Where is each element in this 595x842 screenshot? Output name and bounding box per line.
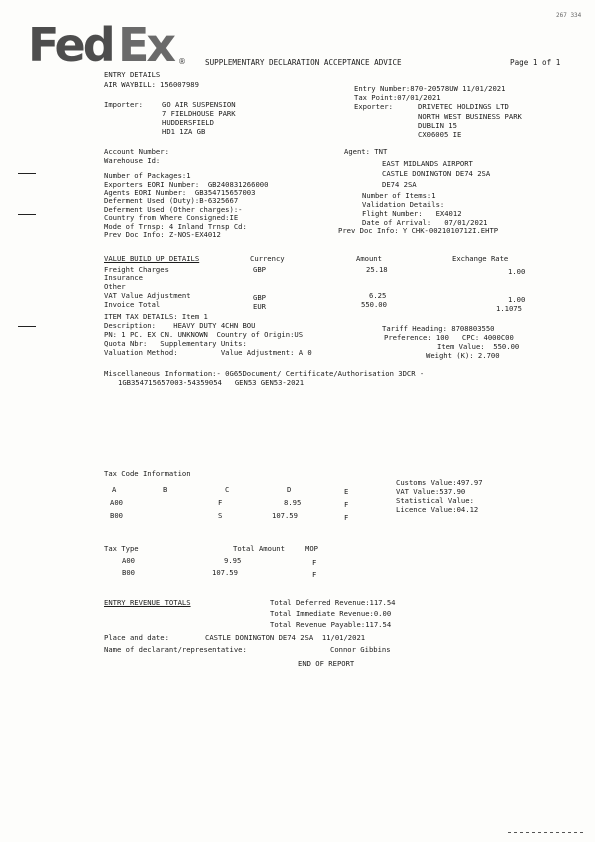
column-header: D <box>287 485 292 494</box>
column-header: C <box>225 485 230 494</box>
declarant-label: Name of declarant/representative: <box>104 645 247 654</box>
statistical-value: Statistical Value: <box>396 496 474 505</box>
account-number: Account Number: <box>104 147 169 156</box>
entry-number: Entry Number:870-20578UW 11/01/2021 <box>354 84 506 93</box>
scan-marks <box>508 832 584 833</box>
prev-doc-info-right: Prev Doc Info: Y CHK-0021010712I.EHTP <box>338 226 499 235</box>
entry-details-label: ENTRY DETAILS <box>104 70 161 79</box>
country-consigned: Country from Where Consigned:IE <box>104 213 239 222</box>
column-header: B <box>163 485 168 494</box>
prev-doc-info: Prev Doc Info: Z-NOS-EX4012 <box>104 230 221 239</box>
quota-number: Quota Nbr: Supplementary Units: <box>104 339 247 348</box>
date-of-arrival: Date of Arrival: 07/01/2021 <box>362 218 488 227</box>
misc-info-line2: 1GB354715657003-54359054 GEN53 GEN53-2021 <box>118 378 305 387</box>
vat-value: VAT Value:537.90 <box>396 487 466 496</box>
total-deferred-revenue: Total Deferred Revenue:117.54 <box>270 598 396 607</box>
margin-mark <box>18 326 36 327</box>
number-of-items: Number of Items:1 <box>362 191 436 200</box>
preference-cpc: Preference: 100 CPC: 4000C00 <box>384 333 514 342</box>
exporters-eori: Exporters EORI Number: GB240831266000 <box>104 180 269 189</box>
column-header: Exchange Rate <box>452 254 509 263</box>
column-header: E <box>344 487 349 496</box>
item-tax-title: ITEM TAX DETAILS: Item 1 <box>104 312 208 321</box>
page-info: Page 1 of 1 <box>510 58 561 67</box>
column-header: VALUE BUILD UP DETAILS <box>104 254 200 263</box>
tax-point: Tax Point:07/01/2021 <box>354 93 441 102</box>
weight: Weight (K): 2.700 <box>426 351 500 360</box>
declarant-name: Connor Gibbins <box>330 645 391 654</box>
number-of-packages: Number of Packages:1 <box>104 171 191 180</box>
agent-label: Agent: TNT <box>344 147 388 156</box>
column-header: A <box>112 485 117 494</box>
column-header: MOP <box>305 544 318 553</box>
place-date-label: Place and date: <box>104 633 169 642</box>
licence-value: Licence Value:04.12 <box>396 505 479 514</box>
deferment-duty: Deferment Used (Duty):B-6325667 <box>104 196 239 205</box>
item-value: Item Value: 550.00 <box>437 342 520 351</box>
declaration-page: 267 334 Fed Ex ® SUPPLEMENTARY DECLARATION ACCEPTANCE ADVICE Page 1 of 1 ENTRY DETAILS AIR WAYBILL: 156007989 Entry Number:870-20578UW 11/01/2021 Tax Point:07/01/2021 Importer: GO AIR SUSPENSION 7 FIELDHOUSE PARK HUDDERSFIELD HD1 1ZA GB Exporter: DRIVETEC HOLDINGS LTD NORTH WEST BUSINESS PARK DUBLIN 15 CX06005 IE Account Number: Warehouse Id: Agent: TNT EAST MIDLANDS AIRPORT CASTLE DONINGTON DE74 2SA DE74 2SA Number of Packages:1 Exporters EORI Number: GB240831266000 Agents EORI Number: GB354715657003 Deferment Used (Duty):B-6325667 Deferment Used (Other charges):- Country from Where Consigned:IE Mode of Trnsp: 4 Inland Trnsp Cd: Prev Doc Info: Z-NOS-EX4012 Number of Items:1 Validation Details: Flight Number: EX4012 Date of Arrival: 07/01/2021 Prev Doc Info: Y CHK-0021010712I.EHTP VALUE BUILD UP DETAILS Currency Amount Exchange Rate Freight Charges GBP 25.18 1.00 Insurance Other VAT Value Adjustment GBP 6.25 1.00 Invoice Total EUR 550.00 1.1075 ITEM TAX DETAILS: Item 1 Description: HEAVY DUTY 4CHN BOU Tariff Heading: 8708803550 PN: 1 PC. EX CN. UNKNOWN Country of Origin:US Preference: 100 CPC: 4000C00 Quota Nbr: Supplementary Units: Item Value: 550.00 Valuation Method: Value Adjustment: A 0 Weight (K): 2.700 Miscellaneous Information:- 0G65Document/ Certificate/Authorisation 3DCR - 1GB354715657003-54359054 GEN53 GEN53-2021 Tax Code Information A B C D E A00 F 8.95 F B00 S 107.59 F Customs Value:497.97 VAT Value:537.90 Statistical Value: Licence Value:04.12 Tax Type Total Amount MOP A00 9.95 F B00 107.59 F ENTRY REVENUE TOTALS Total Deferred Revenue:117.54 Total Immediate Revenue:0.00 Total Revenue Payable:117.54 Place and date: CASTLE DONINGTON DE74 2SA 11/01/2021 Name of declarant/representative: Connor Gibbins END OF REPORT <box>0 0 595 842</box>
warehouse-id: Warehouse Id: <box>104 156 161 165</box>
column-header: Currency <box>250 254 285 263</box>
tariff-heading: Tariff Heading: 8708803550 <box>382 324 495 333</box>
airway-label: AIR WAYBILL: <box>104 80 156 89</box>
airway-value: 156007989 <box>160 80 199 89</box>
total-revenue-payable: Total Revenue Payable:117.54 <box>270 620 392 629</box>
customs-value: Customs Value:497.97 <box>396 478 483 487</box>
agents-eori: Agents EORI Number: GB354715657003 <box>104 188 256 197</box>
corner-code: 267 334 <box>556 12 582 19</box>
item-description: Description: HEAVY DUTY 4CHN BOU <box>104 321 256 330</box>
valuation-method: Valuation Method: Value Adjustment: A 0 <box>104 348 312 357</box>
margin-mark <box>18 173 36 174</box>
tax-code-title: Tax Code Information <box>104 469 191 478</box>
validation-details: Validation Details: <box>362 200 445 209</box>
entry-revenue-totals-label: ENTRY REVENUE TOTALS <box>104 598 191 607</box>
place-date-value: CASTLE DONINGTON DE74 2SA 11/01/2021 <box>205 633 366 642</box>
misc-info-line1: Miscellaneous Information:- 0G65Document/ Certificate/Authorisation 3DCR - <box>104 369 425 378</box>
deferment-other: Deferment Used (Other charges):- <box>104 205 243 214</box>
exporter-label: Exporter: <box>354 102 393 111</box>
margin-mark <box>18 214 36 215</box>
end-of-report: END OF REPORT <box>298 659 355 668</box>
column-header: Amount <box>356 254 382 263</box>
total-immediate-revenue: Total Immediate Revenue:0.00 <box>270 609 392 618</box>
column-header: Total Amount <box>233 544 285 553</box>
item-pn-line: PN: 1 PC. EX CN. UNKNOWN Country of Origin:US <box>104 330 304 339</box>
mode-of-transport: Mode of Trnsp: 4 Inland Trnsp Cd: <box>104 222 247 231</box>
importer-label: Importer: <box>104 100 143 109</box>
document-title: SUPPLEMENTARY DECLARATION ACCEPTANCE ADVICE <box>205 58 402 67</box>
flight-number: Flight Number: EX4012 <box>362 209 462 218</box>
column-header: Tax Type <box>104 544 139 553</box>
